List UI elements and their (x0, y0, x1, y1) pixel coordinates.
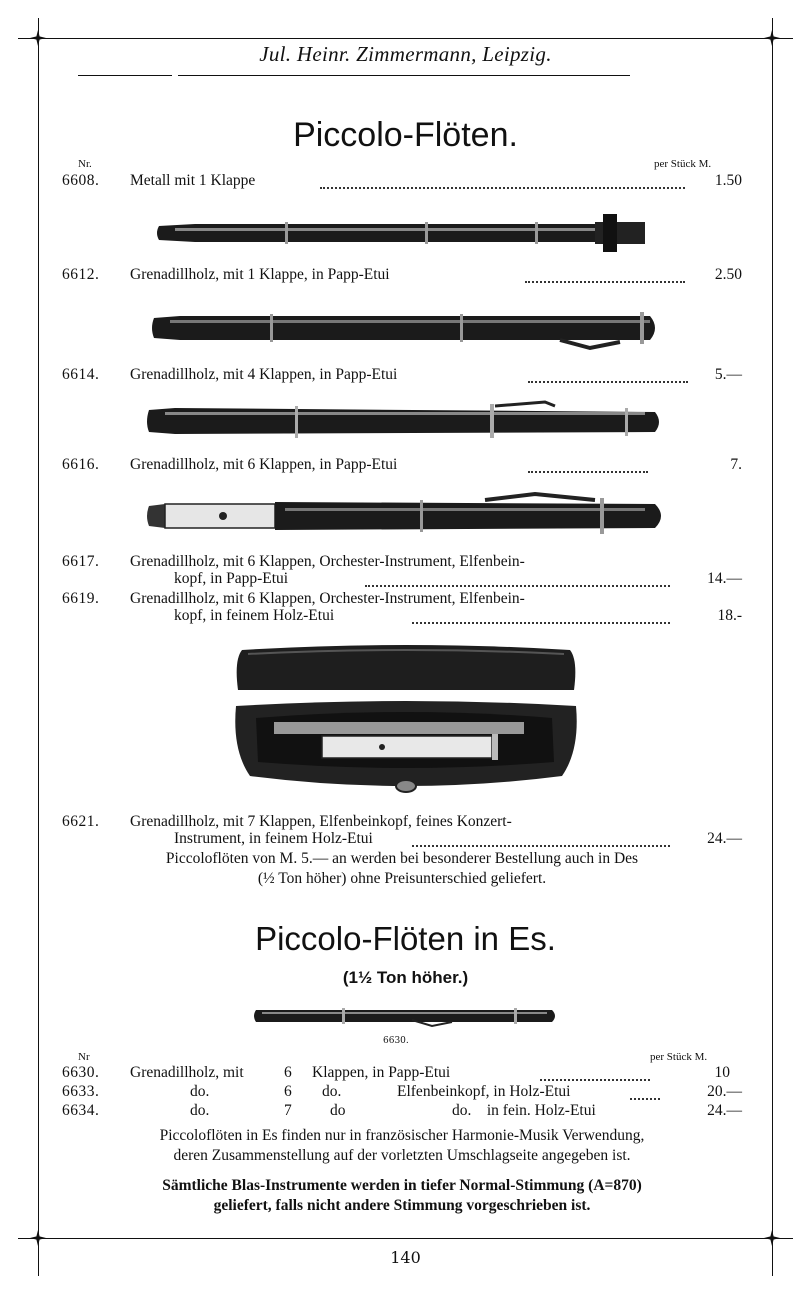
frame-bottom (18, 1238, 793, 1239)
footer-note-line1: Sämtliche Blas-Instrumente werden in tiefer Normal-Stimmung (A=870) (162, 1177, 642, 1194)
section2-title: Piccolo-Flöten in Es. (255, 920, 556, 957)
item-col4: do. in fein. Holz-Etui (452, 1102, 596, 1119)
item-price: 2.50 (714, 266, 742, 283)
corner-ornament-bottom-right (760, 1226, 784, 1250)
flute-image-6616 (145, 490, 670, 540)
flute-image-6614 (145, 400, 665, 444)
item-price: 24.— (707, 830, 742, 847)
item-price: 1.50 (714, 172, 742, 189)
item-description: Grenadillholz, mit 6 Klappen, Orchester-Instrument, Elfenbein- (130, 590, 525, 607)
dot-leader (412, 845, 670, 847)
item-description: Grenadillholz, mit 1 Klappe, in Papp-Etui (130, 266, 390, 283)
item-number: 6612. (62, 266, 100, 283)
section2-note-line2: deren Zusammenstellung auf der vorletzten Umschlagseite angegeben ist. (173, 1147, 631, 1164)
item-number: 6634. (62, 1102, 100, 1119)
item-description: Metall mit 1 Klappe (130, 172, 256, 189)
item-col1: Grenadillholz, mit (130, 1064, 244, 1081)
item-row-6619-cont (62, 607, 742, 627)
item-price: 10 (714, 1064, 730, 1081)
item-description: Grenadillholz, mit 4 Klappen, in Papp-Etui (130, 366, 398, 383)
item-col2: 6 (284, 1064, 292, 1081)
item-description-cont: kopf, in feinem Holz-Etui (174, 607, 335, 624)
dot-leader (528, 471, 648, 473)
frame-left (38, 18, 39, 1276)
flute-image-6608 (155, 212, 655, 254)
item-description: Grenadillholz, mit 7 Klappen, Elfenbeinkopf, feines Konzert- (130, 813, 512, 830)
item-description-cont: Instrument, in feinem Holz-Etui (174, 830, 373, 847)
section2-subtitle: (1½ Ton höher.) (342, 968, 469, 987)
item-col1: do. (190, 1083, 210, 1100)
item-number: 6630. (62, 1064, 100, 1081)
item-row-6634 (62, 1102, 742, 1122)
dot-leader (525, 281, 685, 283)
item-price: 18.- (717, 607, 742, 624)
dot-leader (630, 1098, 660, 1100)
item-row-6617-cont (62, 570, 742, 590)
flute-image-6630 (252, 1004, 558, 1028)
item-number: 6633. (62, 1083, 100, 1100)
corner-ornament-bottom-left (26, 1226, 50, 1250)
dot-leader (528, 381, 688, 383)
page-number: 140 (390, 1248, 421, 1267)
item-col1: do. (190, 1102, 210, 1119)
frame-top (18, 38, 793, 39)
item-price: 14.— (707, 570, 742, 587)
section1-note-line2: (½ Ton höher) ohne Preisunterschied geliefert. (257, 870, 547, 887)
flute-image-6612 (150, 306, 662, 354)
item-row-6608 (62, 172, 742, 192)
item-row-6630 (62, 1064, 742, 1084)
item-number: 6617. (62, 553, 100, 570)
section1-col-price: per Stück M. (654, 158, 712, 170)
item-number: 6614. (62, 366, 100, 383)
item-row-6612 (62, 266, 742, 286)
item-col4: Elfenbeinkopf, in Holz-Etui (397, 1083, 571, 1100)
frame-right (772, 18, 773, 1276)
flute-image-caption: 6630. (383, 1036, 409, 1046)
item-row-6616 (62, 456, 742, 476)
item-row-6633 (62, 1083, 742, 1103)
item-price: 20.— (707, 1083, 742, 1100)
item-number: 6608. (62, 172, 100, 189)
dot-leader (540, 1079, 650, 1081)
publisher-header: Jul. Heinr. Zimmermann, Leipzig. (259, 42, 552, 66)
item-col3: do (330, 1102, 346, 1119)
section2-col-nr: Nr (78, 1051, 90, 1063)
item-col3: do. (322, 1083, 342, 1100)
header-rule (178, 75, 630, 76)
header-rule-left (78, 75, 172, 76)
section1-note-line1: Piccoloflöten von M. 5.— an werden bei besonderer Bestellung auch in Des (165, 850, 639, 867)
dot-leader (365, 585, 670, 587)
dot-leader (412, 622, 670, 624)
item-price: 24.— (707, 1102, 742, 1119)
item-col2: 6 (284, 1083, 292, 1100)
section1-title: Piccolo-Flöten. (293, 116, 518, 154)
item-row-6621-cont (62, 830, 742, 850)
item-number: 6621. (62, 813, 100, 830)
section2-col-price: per Stück M. (650, 1051, 708, 1063)
item-price: 5.— (714, 366, 742, 383)
item-col3: Klappen, in Papp-Etui (312, 1064, 451, 1081)
item-description-cont: kopf, in Papp-Etui (174, 570, 289, 587)
flute-case-image (232, 640, 580, 796)
dot-leader (320, 187, 685, 189)
item-number: 6616. (62, 456, 100, 473)
section2-note-line1: Piccoloflöten in Es finden nur in französischer Harmonie-Musik Verwendung, (159, 1127, 645, 1144)
item-number: 6619. (62, 590, 100, 607)
item-description: Grenadillholz, mit 6 Klappen, Orchester-Instrument, Elfenbein- (130, 553, 525, 570)
item-price: 7. (730, 456, 742, 473)
section1-col-nr: Nr. (78, 158, 92, 170)
item-description: Grenadillholz, mit 6 Klappen, in Papp-Etui (130, 456, 398, 473)
footer-note-line2: geliefert, falls nicht andere Stimmung vorgeschrieben ist. (213, 1197, 591, 1214)
item-row-6614 (62, 366, 742, 386)
item-col2: 7 (284, 1102, 292, 1119)
